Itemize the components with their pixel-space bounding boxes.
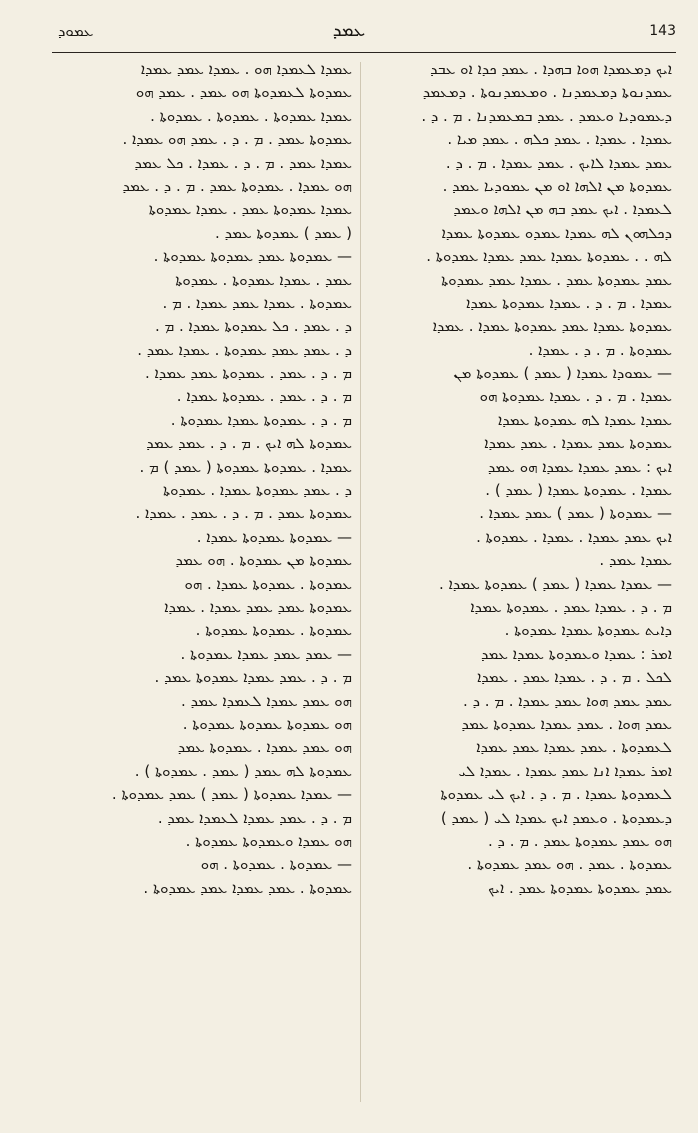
text-line: ܕܟܠܗܘܢ ܠܗ ܥܡܕܐ ܥܡܕܘ ܥܡܕܘܬܐ ܥܡܕܐ: [441, 223, 672, 242]
text-line: ܥܡܕܘܬܐ ܥܡܕ . ܡ . ܕ . ܥܡܕ ܗܘ ܥܡܕܐ .: [122, 130, 352, 149]
text-line: — ܥܡܕܘܬܐ ܥܡܕ ܥܡܕܘܬܐ ܥܡܕܘܬܐ .: [153, 247, 352, 266]
text-line: ܕ . ܥܡܕ ܥܡܕܘܬܐ ܥܡܕܐ . ܥܡܕܘܬܐ: [163, 481, 352, 500]
column-left: [52, 58, 352, 900]
text-line: ܡ . ܕ . ܥܡܕܘܬܐ ܥܡܕܐ ܥܡܕܘܬܐ .: [170, 410, 352, 429]
text-line: ܕ . ܥܡܕ . ܟܠ ܥܡܕܘܬܐ ܥܡܕܐ . ܡ .: [154, 317, 352, 336]
text-line: ܥܡܕ . ܥܡܕܐ ܥܡܕܘܬܐ . ܥܡܕܘܬܐ: [175, 270, 352, 289]
text-line: ܕܥܡܕܘܬܐ . ܘܥܡܕ ܐܝܟ ܥܡܕܐ ܠܝ ( ܥܡܕ ): [440, 808, 672, 827]
text-line: — ܥܡܕ ܥܡܕ ܥܡܕܐ ܥܡܕܘܬܐ .: [180, 644, 352, 663]
text-line: ܥܡܕ ܥܡܕܘܬܐ ܥܡܕܘܬܐ ܥܡܕ . ܐܝܟ: [488, 878, 672, 897]
text-line: — ܥܡܕܘܬܐ . ܥܡܕܘܬܐ . ܗܘ: [200, 855, 352, 874]
text-line: ܥܡܕ ܥܡܕܐ ܠܐܝܟ . ܥܡܕ ܥܡܕܐ . ܡ . ܕ .: [445, 153, 672, 172]
text-line: ܥܡܕ ܥܡܕ ܗܘܐ ܥܡܕ ܥܡܕܐ . ܡ . ܕ .: [463, 691, 672, 710]
text-line: ܥܡܕܘܬܐ ܠܥܡܕܘܬܐ ܗܘ ܥܡܕ . ܥܡܕ ܗܘ: [135, 83, 352, 102]
text-line: ܐܡܪ ܥܡܕܐ ܐܢܐ ܥܡܕ ܥܡܕܐ . ܥܡܕܐ ܠܝ: [458, 761, 672, 780]
text-line: ܡ . ܕ . ܥܡܕܐ ܥܡܕ . ܥܡܕܘܬܐ ܥܡܕܐ: [470, 597, 672, 616]
text-line: ܥܡܕܐ ܥܡܕܘܬܐ ܥܡܕ . ܥܡܕܐ ܥܡܕܘܬܐ: [148, 200, 352, 219]
text-line: ܥܡܕܘܬܐ . ܥܡܕܘܬܐ ܥܡܕܘܬܐ .: [195, 621, 352, 640]
text-line: ܗܘ ܥܡܕܘܬܐ ܥܡܕܘܬܐ ܥܡܕܘܬܐ .: [182, 714, 352, 733]
running-head-center: ܥܡܕ: [332, 20, 366, 41]
text-line: ܐܡܪ : ܥܡܕܐ ܘܥܡܕܘܬܐ ܥܡܕܐ ܥܡܕ: [480, 644, 672, 663]
text-line: ܗܘ ܥܡܕ ܥܡܕܐ ܠܥܡܕܐ ܥܡܕ .: [181, 691, 352, 710]
text-line: ܥܡܕܘܬܐ ܡܢ ܐܠܗܐ ܐܘ ܡܢ ܥܡܘܕܝܐ ܥܡܕ .: [442, 176, 672, 195]
text-line: — ܥܡܕܐ ܥܡܕܘܬܐ ( ܥܡܕ ) ܥܡܕ ܥܡܕܘܬܐ .: [111, 785, 352, 804]
text-line: ܥܡܕܐ ܥܡܕܐ ܠܗ ܥܡܕܘܬܐ ܥܡܕܐ: [498, 410, 672, 429]
column-right: [372, 58, 672, 900]
text-line: ܥܡܕ ܗܘܐ . ܥܡܕ ܥܡܕܐ ܥܡܕܘܬܐ ܥܡܕ: [461, 714, 672, 733]
text-line: ܥܡܕܘܬܐ ܥܡܕ ܥܡܕܐ . ܥܡܕ ܥܡܕܐ: [484, 434, 672, 453]
text-line: ܠܗ . . ܥܡܕܘܬܐ ܥܡܕܐ ܥܡܕ ܥܡܕܐ ܥܡܕܘܬܐ .: [426, 247, 672, 266]
text-line: ܥܡܕܘܬܐ . ܥܡܕܐ ܥܡܕ ܥܡܕܐ . ܡ .: [162, 293, 352, 312]
text-line: ܥܡܕܐ ܥܡܕ .: [599, 551, 672, 570]
text-line: ܠܥܡܕܘܬܐ . ܥܡܕ ܥܡܕܐ ܥܡܕ ܥܡܕܐ: [476, 738, 672, 757]
text-line: ܡ . ܕ . ܥܡܕ . ܥܡܕܘܬܐ ܥܡܕܐ .: [176, 387, 352, 406]
text-line: ܠܟܠ . ܡ . ܕ . ܥܡܕܐ ܥܡܕ . ܥܡܕܐ: [477, 668, 672, 687]
column-divider: [360, 62, 361, 1102]
running-head-left: ܥܡܘܕ: [58, 22, 94, 40]
text-line: ܥܡܕܘܬܐ ܥܡܕ . ܡ . ܕ . ܥܡܕ . ܥܡܕܐ .: [135, 504, 352, 523]
text-line: ܥܡܕܘܬܐ ܥܡܕ ܥܡܕ ܥܡܕܐ . ܥܡܕܐ: [164, 597, 352, 616]
text-line: — ܥܡܘܕܐ ܥܡܕܐ ( ܥܡܕ ) ܥܡܕܘܬܐ ܡܢ: [453, 364, 672, 383]
text-line: ܠܥܡܕܘܬܐ ܥܡܕܐ . ܡ . ܕ . ܐܝܟ ܠܝ ܥܡܕܘܬܐ: [440, 785, 672, 804]
text-line: ܐܝܟ ܥܡܕ ܥܡܕܐ . ܥܡܕܐ . ܥܡܕܘܬܐ .: [476, 527, 672, 546]
text-line: ܥܡܕܢܘܬܐ ܕܡܥܡܕܢܐ . ܘܡܥܡܕܢܘܬܐ . ܕܡܥܡܕ: [422, 83, 672, 102]
text-line: ܗܘ ܥܡܕܐ . ܥܡܕܘܬܐ ܥܡܕ . ܡ . ܕ . ܥܡܕ: [122, 176, 352, 195]
text-line: ܐܝܟ ܕܡܥܡܕܐ ܗܘܐ ܒܗܕܐ . ܥܡܕ ܟܕܐ ܐܘ ܥܒܕ: [430, 60, 672, 78]
text-line: ܥܡܕܘܬܐ ܥܡܕܐ ܥܡܕ ܥܡܕܘܬܐ ܥܡܕܐ . ܥܡܕܐ: [432, 317, 672, 336]
header-rule: [52, 52, 676, 53]
text-line: ܥܡܕܘܬܐ ܠܗ ܥܡܕ ( ܥܡܕ . ܥܡܕܘܬܐ ) .: [134, 761, 352, 780]
text-line: ܗܘ ܥܡܕ ܥܡܕܘܬܐ ܥܡܕ . ܡ . ܕ .: [488, 831, 672, 850]
text-line: ܕ . ܥܡܕ ܥܡܕ ܥܡܕܘܬܐ . ܥܡܕܐ ܥܡܕ .: [137, 340, 352, 359]
text-line: ( ܥܡܕ ) ܥܡܕܘܬܐ ܥܡܕ .: [215, 223, 352, 242]
text-line: ܥܡܕܐ . ܥܡܕܘܬܐ ܥܡܕܐ ( ܥܡܕ ) .: [485, 481, 672, 500]
page-number: 143: [649, 23, 676, 39]
text-line: ܥܡܕܐ . ܥܡܕܘܬܐ ܥܡܕܘܬܐ ( ܥܡܕ ) ܡ .: [139, 457, 352, 476]
text-line: ܥܡܕܘܬܐ . ܥܡܕ ܥܡܕܐ ܥܡܕ ܥܡܕܘܬܐ .: [143, 878, 352, 897]
text-line: ܥܡܕܐ . ܡ . ܕ . ܥܡܕܐ ܥܡܕܘܬܐ ܗܘ: [479, 387, 672, 406]
text-line: — ܥܡܕܘܬܐ ܥܡܕܘܬܐ ܥܡܕܐ .: [196, 527, 352, 546]
text-line: — ܥܡܕܐ ܥܡܕܐ ( ܥܡܕ ) ܥܡܕܘܬܐ ܥܡܕܐ .: [439, 574, 672, 593]
text-line: ܕܐܝܬ ܥܡܕܘܬܐ ܥܡܕܐ ܥܡܕܘܬܐ .: [504, 621, 672, 640]
text-line: ܥܡܕܘܬܐ . ܡ . ܕ . ܥܡܕܐ .: [528, 340, 672, 359]
text-line: ܥܡܕ ܥܡܕܘܬܐ ܥܡܕ . ܥܡܕܐ ܥܡܕ ܥܡܕܘܬܐ: [441, 270, 672, 289]
text-line: ܡ . ܕ . ܥܡܕ . ܥܡܕܘܬܐ ܥܡܕ ܥܡܕܐ .: [145, 364, 352, 383]
text-line: ܗܘ ܥܡܕ ܥܡܕܐ . ܥܡܕܘܬܐ ܥܡܕ: [177, 738, 352, 757]
text-line: ܕܥܡܘܕܝܐ ܘܥܡܕ . ܥܡܕ ܒܡܥܡܕܢܐ . ܡ . ܕ .: [421, 106, 672, 125]
text-line: ܥܡܕܐ ܥܡܕ . ܡ . ܕ . ܥܡܕܐ . ܟܠ ܥܡܕ: [134, 153, 352, 172]
text-line: ܐܝܟ : ܥܡܕ ܥܡܕܐ ܥܡܕܐ ܗܘ ܥܡܕ: [487, 457, 672, 476]
text-line: ܥܡܕܐ . ܥܡܕܐ . ܥܡܕ ܟܠܗ . ܥܡܕ ܡܝܐ .: [447, 130, 672, 149]
text-line: ܗܘ ܥܡܕܐ ܘܥܡܕܘܬܐ ܥܡܕܘܬܐ .: [185, 831, 352, 850]
text-line: ܥܡܕܘܬܐ . ܥܡܕܘܬܐ ܥܡܕܐ . ܗܘ: [184, 574, 352, 593]
text-line: ܡ . ܕ . ܥܡܕ ܥܡܕܐ ܥܡܕܘܬܐ ܥܡܕ .: [154, 668, 352, 687]
text-line: ܠܥܡܕܐ . ܐܝܟ ܥܡܕ ܒܗ ܡܢ ܐܠܗܐ ܘܥܡܕ: [453, 200, 672, 219]
text-line: ܥܡܕܘܬܐ ܠܗ ܐܝܟ . ܡ . ܕ . ܥܡܕ ܥܡܕ: [146, 434, 352, 453]
text-line: ܥܡܕܘܬܐ . ܥܡܕ . ܗܘ ܥܡܕ ܥܡܕܘܬܐ .: [467, 855, 672, 874]
text-line: ܥܡܕܐ ܥܡܕܘܬܐ . ܥܡܕܘܬܐ . ܥܡܕܘܬܐ .: [150, 106, 352, 125]
text-line: ܥܡܕܐ ܠܥܡܕܐ ܗܘ . ܥܡܕܐ ܥܡܕ ܥܡܕܐ: [140, 60, 352, 78]
text-line: — ܥܡܕܘܬܐ ( ܥܡܕ ) ܥܡܕ ܥܡܕܐ .: [479, 504, 672, 523]
text-line: ܥܡܕܘܬܐ ܡܢ ܥܡܕܘܬܐ . ܗܘ ܥܡܕ: [175, 551, 352, 570]
text-line: ܡ . ܕ . ܥܡܕ ܥܡܕܐ ܠܥܡܕܐ ܥܡܕ .: [157, 808, 352, 827]
text-line: ܥܡܕܐ . ܡ . ܕ . ܥܡܕܐ ܥܡܕܘܬܐ ܥܡܕܐ: [466, 293, 672, 312]
